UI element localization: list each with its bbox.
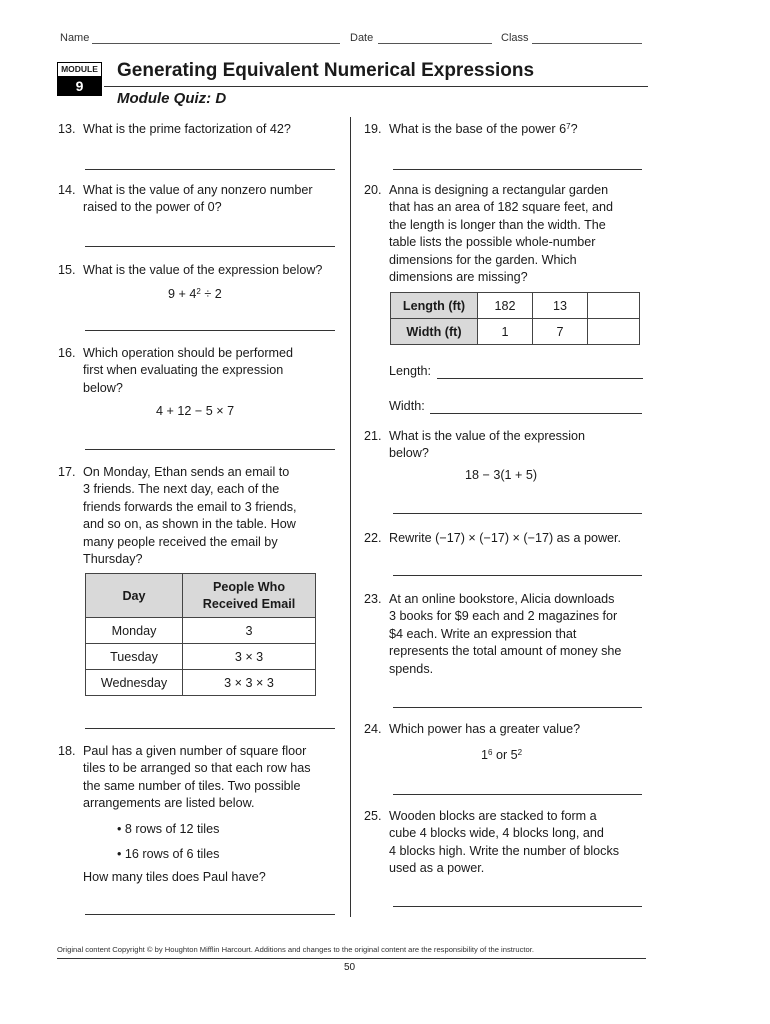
answer-line-13[interactable] [85, 169, 335, 170]
question-text: How many tiles does Paul have? [83, 870, 266, 884]
question-number: 17. [58, 465, 76, 479]
question-number: 16. [58, 346, 76, 360]
question-16 [58, 345, 293, 397]
bullet-item: • 8 rows of 12 tiles [117, 822, 220, 836]
question-text: Paul has a given number of square floor [83, 744, 307, 758]
question-text: and so on, as shown in the table. How [83, 517, 296, 532]
class-label: Class [501, 32, 529, 44]
answer-line-16[interactable] [85, 449, 335, 450]
question-text: many people received the email by [83, 534, 278, 549]
table-row: Length (ft) 182 13 [391, 293, 640, 319]
question-text: the same number of tiles. Two possible [83, 778, 301, 793]
page-title: Generating Equivalent Numerical Expressions [117, 60, 535, 81]
email-table [85, 573, 316, 696]
width-label: Width: [389, 399, 425, 413]
question-24 [364, 721, 580, 738]
answer-line-18[interactable] [85, 914, 335, 915]
question-text: Which power has a greater value? [389, 722, 581, 736]
question-13 [58, 121, 291, 138]
question-number: 19. [364, 122, 382, 136]
title-rule [104, 86, 648, 87]
question-text: below? [83, 380, 123, 395]
answer-line-15[interactable] [85, 330, 335, 331]
question-21 [364, 428, 585, 463]
table-row: Monday 3 [86, 618, 316, 644]
question-22 [364, 530, 621, 547]
expression-16: 4 + 12 − 5 × 7 [156, 404, 235, 418]
expression-15: $9 + 4^2 \div 2$ [168, 287, 222, 301]
missing-length-cell[interactable] [588, 293, 640, 319]
answer-line-22[interactable] [393, 575, 642, 576]
copyright-text: Original content Copyright © by Houghton Mifflin Harcourt. Additions and changes to the original content are the responsibility of the instructor. [57, 945, 534, 954]
module-badge-label: MODULE [57, 62, 102, 77]
table-header-people: People Who Received Email [183, 574, 316, 618]
footer-rule [57, 958, 646, 959]
name-line[interactable] [92, 43, 340, 44]
question-text: raised to the power of 0? [83, 200, 222, 215]
question-text: that has an area of 182 square feet, and [389, 200, 614, 215]
question-text: Which operation should be performed [83, 346, 294, 360]
question-text: $4 each. Write an expression that [389, 626, 577, 641]
question-text: represents the total amount of money she [389, 644, 622, 659]
question-text: dimensions are missing? [389, 270, 528, 285]
question-20 [364, 182, 613, 286]
answer-line-23[interactable] [393, 707, 642, 708]
length-label: Length: [389, 364, 432, 378]
name-label: Name [60, 32, 90, 44]
date-label: Date [350, 32, 374, 44]
question-number: 14. [58, 183, 76, 197]
question-number: 15. [58, 263, 76, 277]
page-number: 50 [344, 962, 356, 973]
question-text: friends forwards the email to 3 friends, [83, 499, 297, 514]
length-answer-line[interactable] [437, 378, 643, 379]
question-number: 20. [364, 183, 382, 197]
question-17 [58, 464, 297, 568]
question-number: 22. [364, 531, 382, 545]
column-divider [350, 117, 351, 917]
question-text: spends. [389, 661, 434, 676]
question-number: 18. [58, 744, 76, 758]
question-19: 19. What is the base of the power $6^7$? [364, 121, 578, 138]
question-text: What is the value of the expression below? [83, 263, 323, 277]
question-number: 23. [364, 592, 382, 606]
question-text: What is the value of any nonzero number [83, 183, 313, 197]
question-text: Thursday? [83, 552, 143, 567]
answer-line-25[interactable] [393, 906, 642, 907]
answer-line-17[interactable] [85, 728, 335, 729]
expression-21: 18 − 3(1 + 5) [465, 468, 538, 482]
page-subtitle: Module Quiz: D [117, 90, 227, 107]
table-row: Wednesday 3 × 3 × 3 [86, 670, 316, 696]
question-text: Wooden blocks are stacked to form a [389, 809, 597, 823]
question-text: dimensions for the garden. Which [389, 252, 577, 267]
module-number: 9 [57, 77, 102, 96]
module-badge [57, 62, 102, 96]
question-number: 13. [58, 122, 76, 136]
question-text: 3 friends. The next day, each of the [83, 482, 280, 497]
question-text: What is the value of the expression [389, 429, 586, 443]
answer-line-14[interactable] [85, 246, 335, 247]
question-text: below? [389, 446, 429, 461]
question-text: used as a power. [389, 861, 485, 876]
question-text: arrangements are listed below. [83, 796, 255, 811]
table-row: Width (ft) 1 7 [391, 319, 640, 345]
question-23 [364, 591, 621, 678]
bullet-item: • 16 rows of 6 tiles [117, 847, 220, 861]
question-text: first when evaluating the expression [83, 363, 284, 378]
question-text: table lists the possible whole-number [389, 235, 596, 250]
question-25 [364, 808, 619, 878]
question-text: At an online bookstore, Alicia downloads [389, 592, 615, 606]
question-text: What is the prime factorization of 42? [83, 122, 291, 136]
answer-line-24[interactable] [393, 794, 642, 795]
question-number: 25. [364, 809, 382, 823]
width-answer-line[interactable] [430, 413, 642, 414]
question-text: cube 4 blocks wide, 4 blocks long, and [389, 826, 604, 841]
question-text: 4 blocks high. Write the number of blocks [389, 843, 620, 858]
date-line[interactable] [378, 43, 492, 44]
question-number: 21. [364, 429, 382, 443]
question-15 [58, 262, 322, 279]
expression-24: $1^6$ or $5^2$ [481, 748, 523, 762]
question-text: Anna is designing a rectangular garden [389, 183, 609, 197]
missing-width-cell[interactable] [588, 319, 640, 345]
question-text: tiles to be arranged so that each row has [83, 761, 311, 776]
class-line[interactable] [532, 43, 642, 44]
garden-table [390, 292, 640, 345]
answer-line-19[interactable] [393, 169, 642, 170]
table-row: Tuesday 3 × 3 [86, 644, 316, 670]
question-text: Rewrite (−17) × (−17) × (−17) as a power. [389, 531, 622, 545]
question-text: On Monday, Ethan sends an email to [83, 465, 290, 479]
table-header-day: Day [86, 574, 183, 618]
question-18 [58, 743, 311, 813]
question-number: 24. [364, 722, 382, 736]
question-text: 3 books for $9 each and 2 magazines for [389, 609, 618, 624]
question-14 [58, 182, 313, 217]
answer-line-21[interactable] [393, 513, 642, 514]
question-text: the length is longer than the width. The [389, 217, 606, 232]
